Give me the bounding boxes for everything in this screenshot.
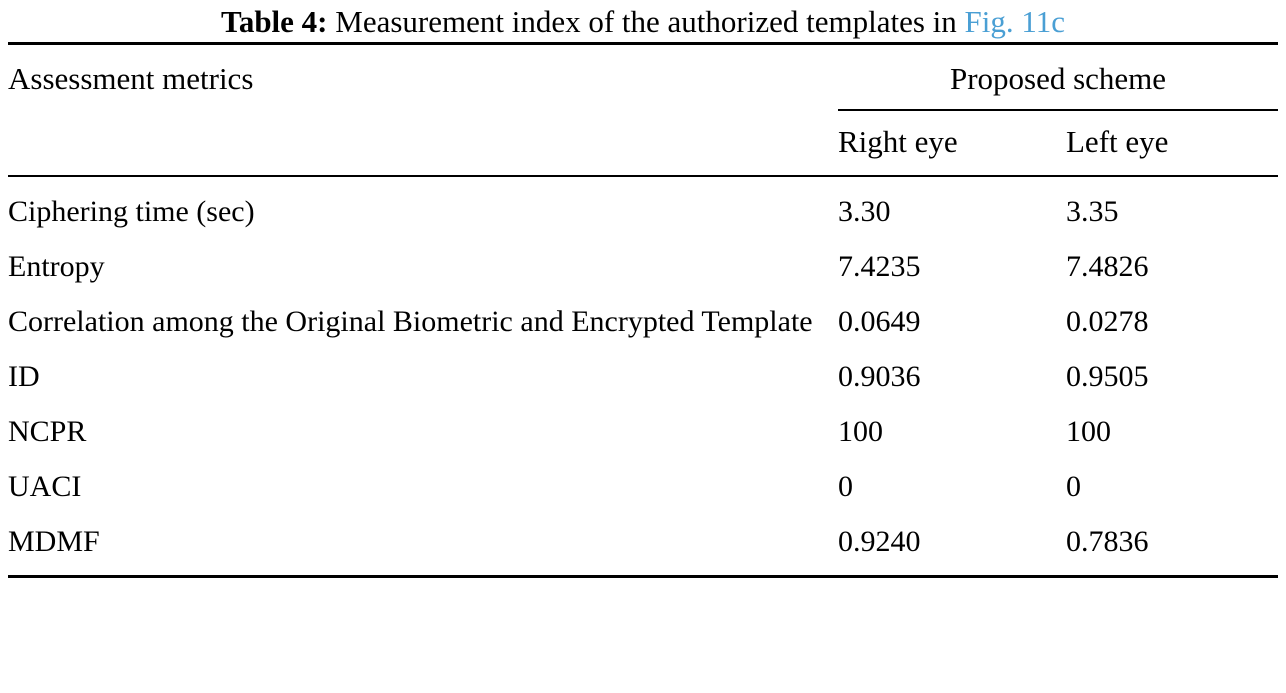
caption-label: Table 4: xyxy=(220,4,328,39)
cell-metric: UACI xyxy=(8,470,82,503)
table-row xyxy=(8,238,1278,293)
header-left-eye: Left eye xyxy=(1066,124,1169,159)
table-head xyxy=(8,44,1278,177)
caption-text: Measurement index of the authorized templates in xyxy=(335,4,957,39)
cell-left-eye: 7.4826 xyxy=(1066,250,1149,283)
cell-right-eye: 0.0649 xyxy=(838,305,921,338)
cell-metric: NCPR xyxy=(8,415,87,448)
cell-right-eye: 0.9036 xyxy=(838,360,921,393)
cell-metric: Ciphering time (sec) xyxy=(8,195,255,228)
header-assessment-metrics: Assessment metrics xyxy=(8,61,254,96)
table-row xyxy=(8,458,1278,513)
cell-right-eye: 3.30 xyxy=(838,195,891,228)
table-row xyxy=(8,403,1278,458)
cell-metric: ID xyxy=(8,360,40,393)
table-row xyxy=(8,176,1278,238)
table-header-row xyxy=(8,44,1278,111)
cell-left-eye: 0.9505 xyxy=(1066,360,1149,393)
cell-right-eye: 0 xyxy=(838,470,853,503)
header-proposed-scheme: Proposed scheme xyxy=(838,44,1278,111)
measurement-index-table xyxy=(8,42,1278,578)
cell-metric: MDMF xyxy=(8,525,100,558)
header-right-eye: Right eye xyxy=(838,124,958,159)
table-row xyxy=(8,348,1278,403)
cell-right-eye: 7.4235 xyxy=(838,250,921,283)
cell-left-eye: 100 xyxy=(1066,415,1111,448)
table-row xyxy=(8,293,1278,348)
table-row xyxy=(8,513,1278,577)
caption-figure-link[interactable]: Fig. 11c xyxy=(964,4,1065,39)
cell-metric: Entropy xyxy=(8,250,105,283)
cell-metric: Correlation among the Original Biometric and Encrypted Template xyxy=(8,305,813,338)
table-body xyxy=(8,176,1278,577)
cell-left-eye: 0.7836 xyxy=(1066,525,1149,558)
cell-left-eye: 0.0278 xyxy=(1066,305,1149,338)
cell-right-eye: 100 xyxy=(838,415,883,448)
cell-right-eye: 0.9240 xyxy=(838,525,921,558)
cell-left-eye: 3.35 xyxy=(1066,195,1119,228)
table-caption xyxy=(8,0,1278,42)
cell-left-eye: 0 xyxy=(1066,470,1081,503)
